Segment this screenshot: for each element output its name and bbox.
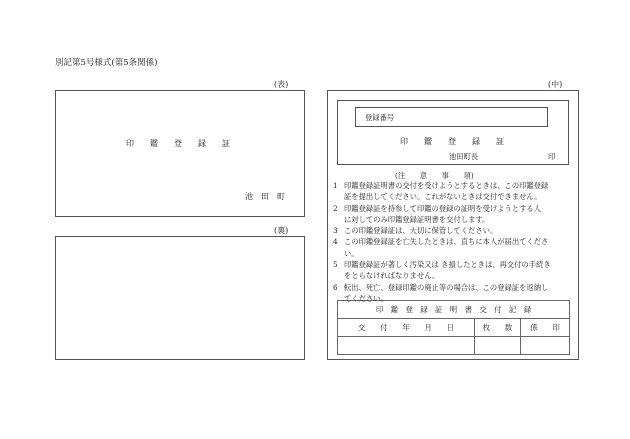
notes-list (333, 180, 575, 304)
record-header-date: 交 付 年 月 日 (338, 319, 475, 337)
registration-number-field (355, 107, 548, 127)
note-item: 3 この印鑑登録証は、大切に保管してください。 (333, 226, 498, 236)
front-issuer: 池 田 町 (245, 192, 285, 201)
seal-mark: 印 (548, 152, 556, 161)
note-item: 5 印鑑登録証が著しく汚染又は き損したときは、再交付の手続き (333, 260, 551, 270)
record-cell-stamp (521, 337, 570, 355)
record-cell-date (338, 337, 475, 355)
form-title: 別記第5号様式(第5条関係) (55, 58, 158, 68)
front-card (55, 90, 305, 217)
note-item: 1 印鑑登録証明書の交付を受けようとするときは、この印鑑登録 (333, 181, 549, 190)
note-item: に対してのみ印鑑登録証明書を交付します。 (344, 214, 490, 224)
inside-title: 印 鑑 登 録 証 (400, 137, 504, 146)
record-header-count: 枚 数 (475, 319, 521, 337)
mayor-label: 池田町長 (449, 152, 479, 161)
note-item: 6 転出、死亡、登録印鑑の廃止等の場合は、この登録証を返納し (333, 282, 549, 292)
front-tag: (表) (274, 80, 289, 89)
back-card (55, 236, 305, 360)
record-cell-count (475, 337, 521, 355)
note-item: てください。 (344, 293, 388, 303)
certificate-header (337, 100, 569, 165)
issuance-record-table (337, 300, 570, 355)
notes-heading: (注 意 事 項) (395, 171, 474, 180)
record-table-title: 印 鑑 登 録 証 明 書 交 付 記 録 (338, 301, 570, 319)
back-tag: (裏) (274, 226, 289, 235)
note-item: 4 この印鑑登録証を亡失したときは、直ちに本人が届出てくださ (333, 237, 549, 247)
note-item: 証を提出してください。これがないときは交付できません。 (344, 192, 542, 202)
note-item: をとらなければなりません。 (344, 271, 440, 281)
record-header-stamp: 係 印 (521, 319, 570, 337)
front-title: 印 鑑 登 録 証 (126, 139, 230, 148)
note-item: 2 印鑑登録証を持参して印鑑の登録の証明を受けようとする人 (333, 203, 542, 213)
note-item: い。 (344, 248, 359, 258)
registration-number-label: 登録番号 (365, 113, 395, 122)
inside-tag: (中) (548, 80, 563, 89)
issuance-record (337, 300, 570, 355)
